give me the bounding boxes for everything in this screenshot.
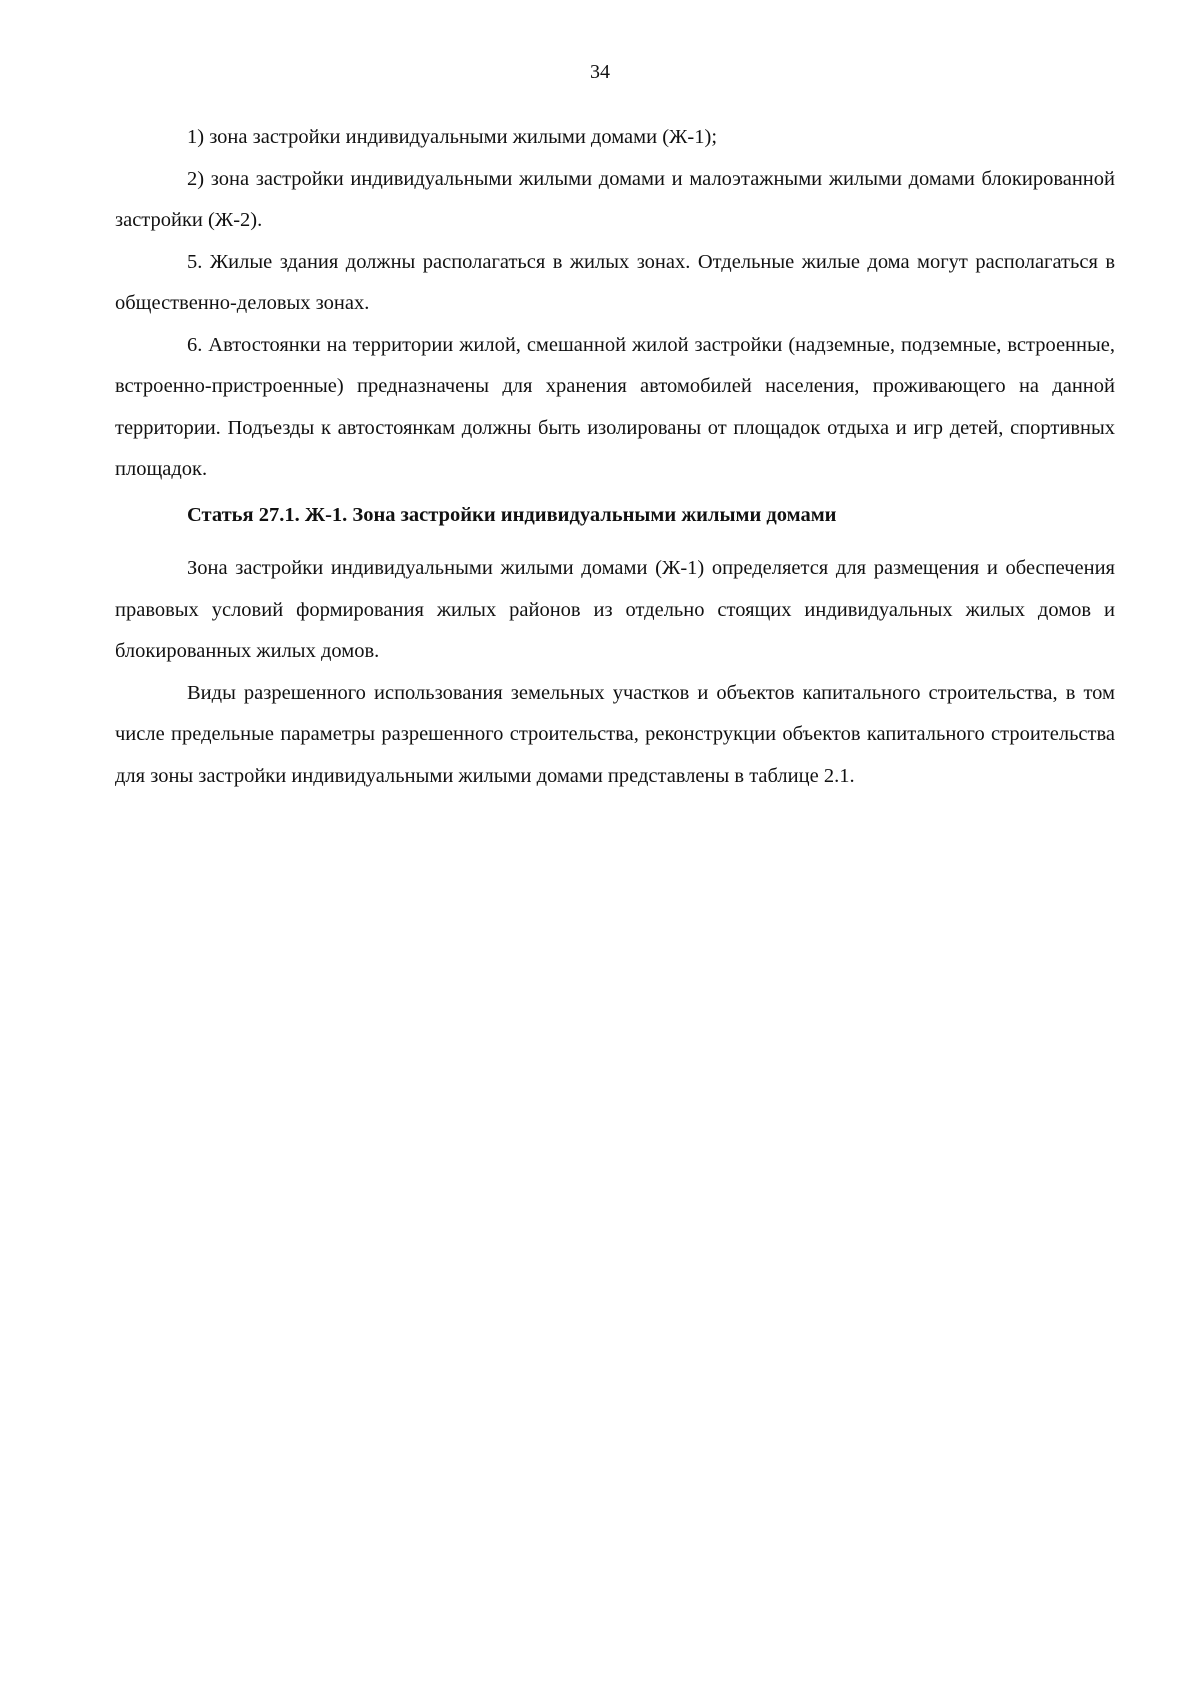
document-body — [115, 117, 1115, 797]
paragraph-residential-buildings: 5. Жилые здания должны располагаться в жилых зонах. Отдельные жилые дома могут располагаться в общественно-деловых зонах. — [115, 250, 1115, 314]
list-item-zone-zh1: 1) зона застройки индивидуальными жилыми домами (Ж-1); — [187, 126, 718, 148]
article-heading: Статья 27.1. Ж-1. Зона застройки индивидуальными жилыми домами — [187, 503, 837, 526]
list-item-zone-zh2: 2) зона застройки индивидуальными жилыми домами и малоэтажными жилыми домами блокированной застройки (Ж-2). — [115, 167, 1115, 231]
article-paragraph-definition: Зона застройки индивидуальными жилыми домами (Ж-1) определяется для размещения и обеспечения правовых условий формирования жилых районов из отдельно стоящих индивидуальных жилых домов и блокированных жилых домов. — [115, 557, 1115, 662]
page-number: 34 — [590, 61, 610, 83]
paragraph-parking: 6. Автостоянки на территории жилой, смешанной жилой застройки (надземные, подземные, встроенные, встроенно-пристроенные) предназначены для хранения автомобилей населения, проживающего на данной территории. Подъезды к автостоянкам должны быть изолированы от площадок отдыха и игр детей, спортивных площадок. — [115, 333, 1115, 480]
article-paragraph-table-reference: Виды разрешенного использования земельных участков и объектов капитального строительства, в том числе предельные параметры разрешенного строительства, реконструкции объектов капитального строительства для зоны застройки индивидуальными жилыми домами представлены в таблице 2.1. — [115, 681, 1115, 787]
